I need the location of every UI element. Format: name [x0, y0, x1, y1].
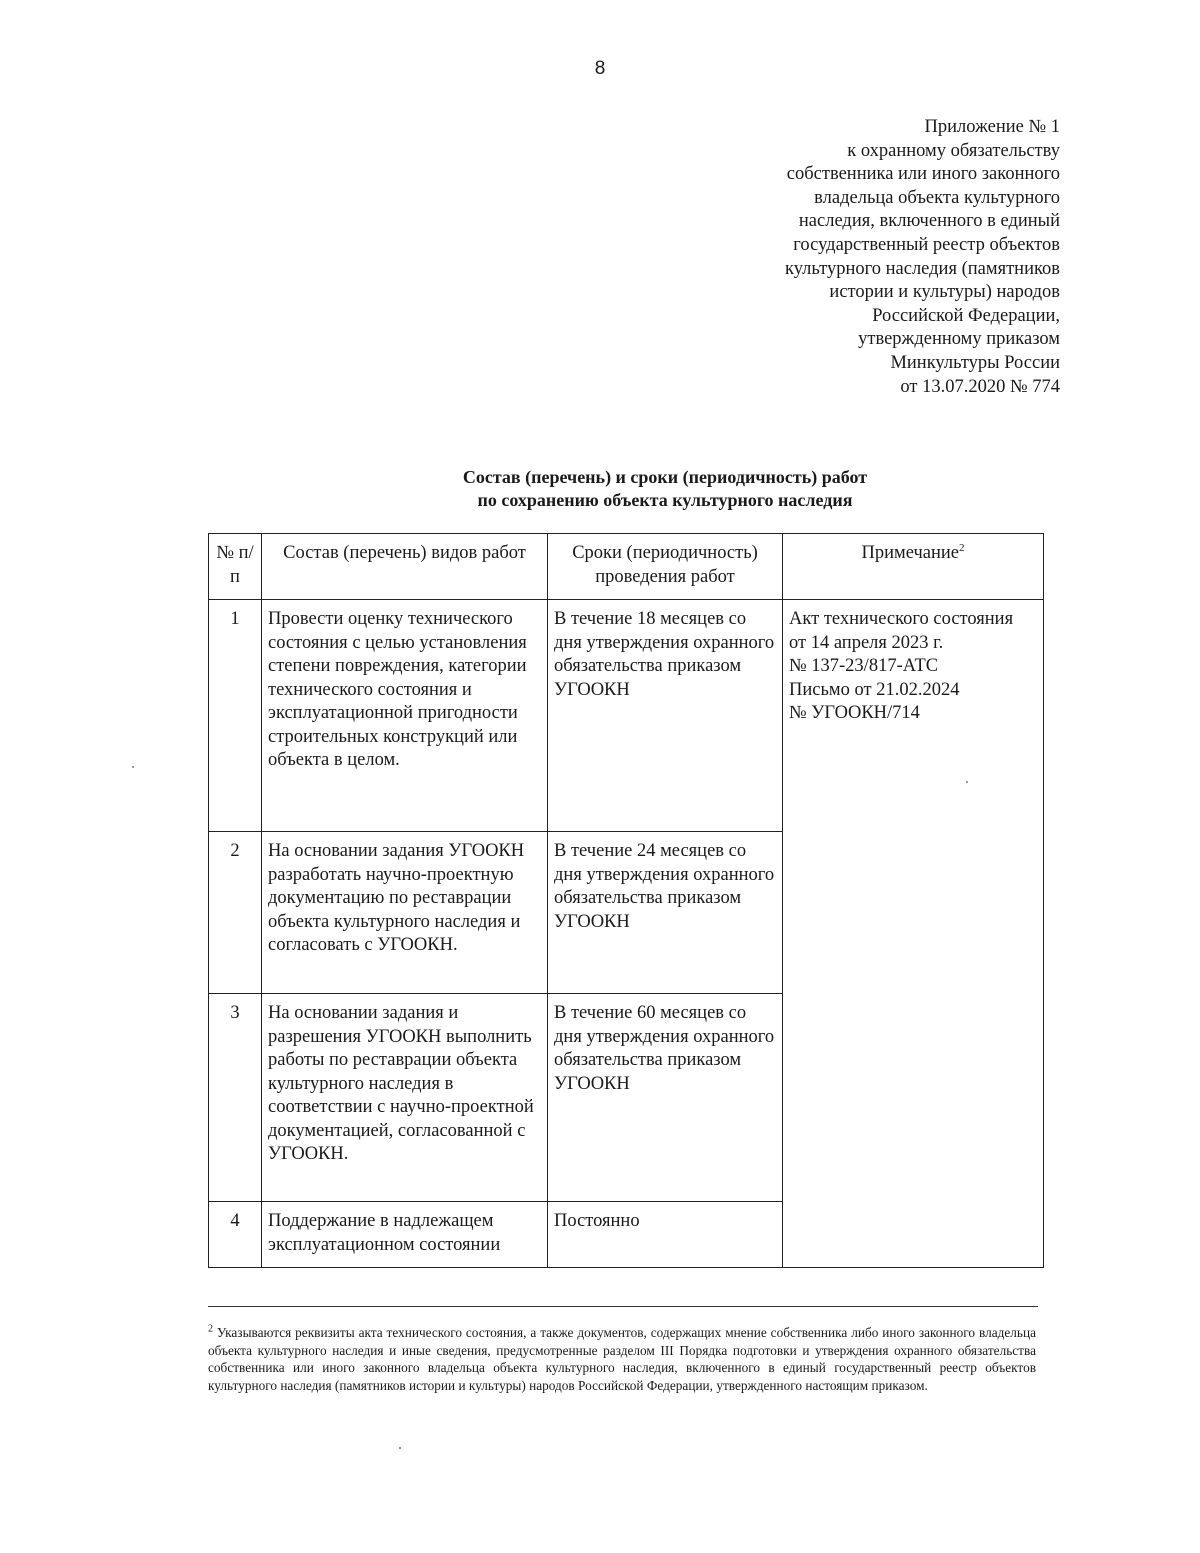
- row-works: Провести оценку технического состояния с целью установления степени повреждения, категории технического состояния и эксплуатационной пригодности строительных конструкций или объекта в целом.: [262, 600, 548, 832]
- appendix-line: Российской Федерации,: [872, 305, 1060, 326]
- appendix-line: государственный реестр объектов: [793, 234, 1060, 255]
- footnote-text: Указываются реквизиты акта технического состояния, а также документов, содержащих мнение собственника либо иного законного владельца объекта культурного наследия и иные сведения, предусмотренные разделом III Порядка подготовки и утверждения охранного обязательства собственника или иного законного владельца объекта культурного наследия, включенного в единый государственный реестр объектов культурного наследия (памятников истории и культуры) народов Российской Федерации, утвержденного настоящим приказом.: [208, 1325, 1036, 1393]
- document-title-line: Состав (перечень) и сроки (периодичность) работ: [462, 467, 868, 487]
- appendix-line: собственника или иного законного: [786, 164, 1060, 185]
- scan-speck: [966, 781, 968, 783]
- appendix-line: культурного наследия (памятников: [785, 258, 1060, 279]
- header-note: [783, 534, 1044, 600]
- row-num: 4: [209, 1202, 262, 1268]
- row-works: На основании задания УГООКН разработать научно-проектную документацию по реставрации объекта культурного наследия и согласовать с УГООКН.: [262, 832, 548, 994]
- note-line: Письмо от 21.02.2024: [789, 679, 960, 700]
- appendix-line: владельца объекта культурного: [814, 187, 1060, 208]
- note-line: от 14 апреля 2023 г.: [789, 632, 944, 653]
- document-title: [200, 466, 1130, 512]
- appendix-line: от 13.07.2020 № 774: [900, 376, 1060, 397]
- works-table: [208, 533, 1044, 1268]
- note-cell: [783, 600, 1044, 1268]
- appendix-line: истории и культуры) народов: [829, 282, 1060, 303]
- note-line: Акт технического состояния: [789, 609, 1014, 629]
- appendix-line: Минкультуры России: [890, 352, 1060, 373]
- footnote-mark: 2: [208, 1323, 213, 1335]
- row-works: На основании задания и разрешения УГООКН выполнить работы по реставрации объекта культурного наследия в соответствии с научно-проектной документацией, согласованной с УГООКН.: [262, 994, 548, 1202]
- table-header-row: [209, 534, 1044, 600]
- row-terms: В течение 18 месяцев со дня утверждения охранного обязательства приказом УГООКН: [548, 600, 783, 832]
- footnote-divider: [208, 1306, 1038, 1307]
- appendix-line: утвержденному приказом: [858, 329, 1060, 350]
- appendix-header: [640, 116, 1060, 399]
- appendix-line: наследия, включенного в единый: [798, 211, 1060, 232]
- page-number: 8: [594, 58, 606, 79]
- document-title-line: по сохранению объекта культурного наследия: [477, 490, 853, 510]
- row-works: Поддержание в надлежащем эксплуатационном состоянии: [262, 1202, 548, 1268]
- row-terms: В течение 24 месяцев со дня утверждения охранного обязательства приказом УГООКН: [548, 832, 783, 994]
- scan-speck: [399, 1447, 401, 1449]
- row-num: 1: [209, 600, 262, 832]
- footnote-ref: 2: [959, 541, 965, 554]
- row-num: 2: [209, 832, 262, 994]
- header-num: № п/п: [209, 534, 262, 600]
- note-line: № 137-23/817-АТС: [789, 656, 939, 676]
- table-row: [209, 600, 1044, 832]
- scan-speck: [132, 766, 134, 768]
- footnote: [208, 1324, 1036, 1394]
- appendix-line: к охранному обязательству: [847, 140, 1060, 161]
- header-note-label: Примечание: [861, 543, 959, 563]
- header-works: Состав (перечень) видов работ: [262, 534, 548, 600]
- header-terms: Сроки (периодичность) проведения работ: [548, 534, 783, 600]
- row-terms: В течение 60 месяцев со дня утверждения охранного обязательства приказом УГООКН: [548, 994, 783, 1202]
- appendix-line: Приложение № 1: [924, 117, 1060, 137]
- row-num: 3: [209, 994, 262, 1202]
- row-terms: Постоянно: [548, 1202, 783, 1268]
- note-line: № УГООКН/714: [789, 703, 920, 723]
